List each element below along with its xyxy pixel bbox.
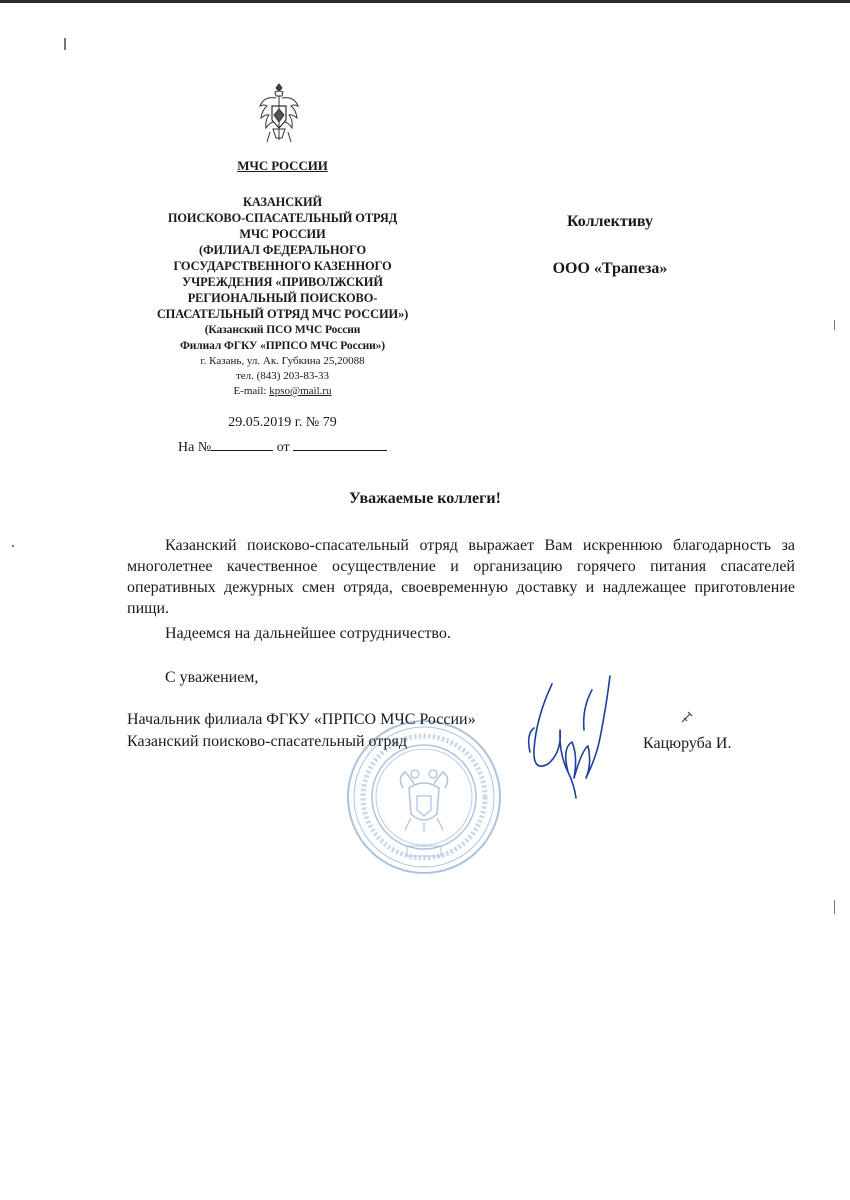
org-line: РЕГИОНАЛЬНЫЙ ПОИСКОВО-: [187, 291, 378, 305]
recipient-line-1: Коллективу: [566, 213, 654, 230]
org-line: (ФИЛИАЛ ФЕДЕРАЛЬНОГО: [198, 243, 367, 257]
sender-block: [140, 158, 425, 399]
letter-paragraph-1: Казанский поисково-спасательный отряд выражает Вам искреннюю благодарность за многолетнее качественное осуществление и организацию горячего питания спасателей оперативных дежурных смен отряда, своевременную доставку и надлежащее приготовление пищи.: [127, 537, 795, 617]
ink-mark: [678, 708, 696, 726]
letter-closing: С уважением,: [165, 669, 259, 686]
recipient-line-2: ООО «Трапеза»: [552, 260, 668, 277]
ot-label: от: [276, 440, 290, 455]
sender-address: г. Казань, ул. Ак. Губкина 25,20088: [200, 355, 365, 367]
signatory-position-line-2: Казанский поисково-спасательный отряд: [127, 733, 407, 750]
scan-speck: [834, 900, 835, 914]
na-no-label: На №: [178, 440, 212, 455]
emchs-emblem-icon: [258, 82, 300, 146]
signatory-name: Кацюруба И.: [643, 735, 732, 752]
org-line: КАЗАНСКИЙ: [242, 195, 323, 209]
scan-speck: [834, 320, 835, 330]
org-title: МЧС РОССИИ: [237, 158, 328, 173]
org-line: ПОИСКОВО-СПАСАТЕЛЬНЫЙ ОТРЯД: [167, 211, 398, 225]
org-line: УЧРЕЖДЕНИЯ «ПРИВОЛЖСКИЙ: [182, 275, 383, 289]
letter-greeting: Уважаемые коллеги!: [349, 490, 501, 507]
ref-date-blank: [293, 437, 387, 451]
handwritten-signature: [522, 668, 622, 802]
scan-edge: [0, 0, 850, 3]
outgoing-date-number: 29.05.2019 г. № 79: [228, 415, 337, 430]
org-line: СПАСАТЕЛЬНЫЙ ОТРЯД МЧС РОССИИ»): [156, 307, 409, 321]
scan-speck: [64, 38, 66, 50]
sender-phone: тел. (843) 203-83-33: [235, 370, 330, 382]
org-line: Филиал ФГКУ «ПРПСО МЧС России»): [179, 340, 386, 352]
org-line: ГОСУДАРСТВЕННОГО КАЗЕННОГО: [173, 259, 392, 273]
signatory-position-line-1: Начальник филиала ФГКУ «ПРПСО МЧС России»: [127, 711, 476, 728]
ref-number-blank: [211, 437, 273, 451]
org-line: МЧС РОССИИ: [239, 227, 326, 241]
org-line: (Казанский ПСО МЧС России: [204, 324, 361, 336]
incoming-reference: [178, 437, 387, 456]
sender-email-line: [140, 384, 425, 399]
scan-speck: [12, 545, 14, 547]
letter-paragraph-2: Надеемся на дальнейшее сотрудничество.: [165, 625, 451, 642]
email-link[interactable]: kpso@mail.ru: [269, 385, 332, 397]
email-label: E-mail:: [233, 385, 270, 397]
